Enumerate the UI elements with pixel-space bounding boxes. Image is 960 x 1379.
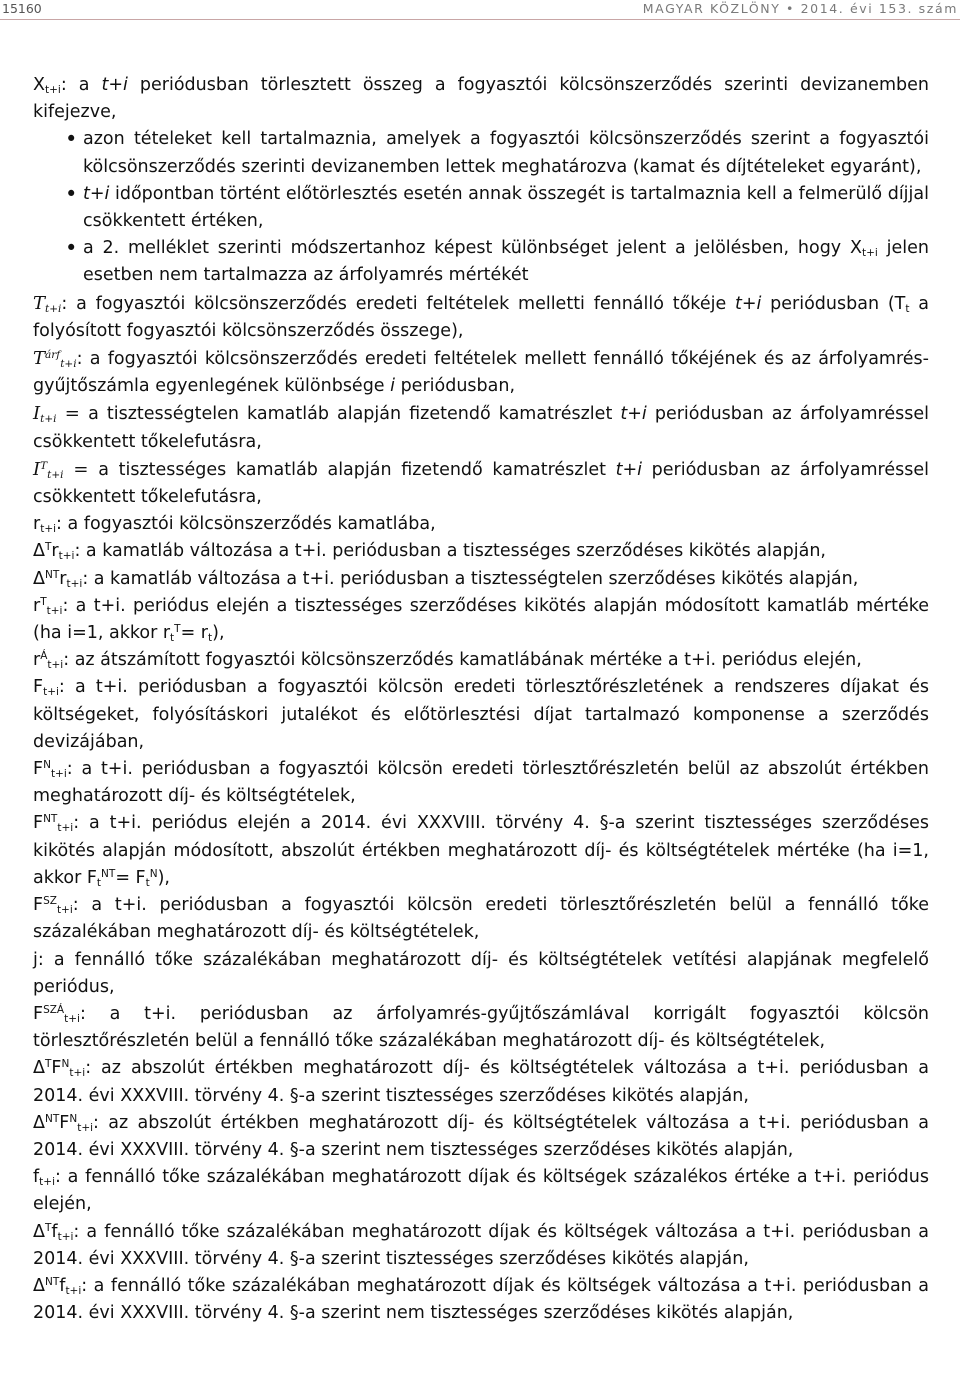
def-delta-T-f: $\Delta^Tf_{t+i}$: a fennálló tőke százalékában meghatározott díjak és költségek változása a t+i. periódusban a 2014. évi XXXVIII. törvény 4. §-a szerint tisztességes szerződéses kikötés alapján,	[33, 1221, 929, 1269]
def-I-T: $I^T_{t+i} = a$ tisztességes kamatláb alapján fizetendő kamatrészlet t+i periódusban az árfolyamréssel csökkentett tőkelefutásra,	[33, 458, 929, 508]
def-r: $r_{t+i}$: a fogyasztói kölcsönszerződés kamatlába,	[33, 514, 436, 536]
def-r-T: $r^T_{t+i}$: a t+i. periódus elején a tisztességes szerződéses kikötés alapján módosított kamatláb mértéke (ha i=1, akkor $r_t^T= r_t$),	[33, 595, 929, 645]
def-F-SZA: $F^{SZÁ}_{t+i}$: a t+i. periódusban az árfolyamrés-gyűjtőszámlával korrigált fogyasztói kölcsön törlesztőrészletén belül a fennálló tőke százalékában meghatározott díj- és költségtételek,	[33, 1003, 929, 1052]
list-item: • azon tételeket kell tartalmaznia, amelyek a fogyasztói kölcsönszerződés szerint a fogyasztói kölcsönszerződés szerinti devizanemben lettek meghatározva (kamat és díjtételeket egyaránt),	[83, 126, 929, 180]
list-item: • t+i időpontban történt előtörlesztés esetén annak összegét is tartalmaznia kell a felmerülő díjjal csökkentett értéken,	[83, 181, 929, 235]
document-body	[33, 72, 929, 1327]
def-delta-T-r: $\Delta^Tr_{t+i}$: a kamatláb változása a t+i. periódusban a tisztességes szerződéses kikötés alapján,	[33, 541, 826, 563]
def-r-A: $r^Á_{t+i}$: az átszámított fogyasztói kölcsönszerződés kamatlábának mértéke a t+i. periódus elején,	[33, 650, 862, 672]
def-j: j: a fennálló tőke százalékában meghatározott díj- és költségtételek vetítési alapjának megfelelő periódus,	[33, 949, 929, 997]
page-header	[0, 0, 960, 20]
def-F-SZ: $F^{SZ}_{t+i}$: a t+i. periódusban a fogyasztói kölcsön eredeti törlesztőrészletén belül a fennálló tőke százalékában meghatározott díj- és költségtételek,	[33, 895, 929, 943]
page-number: 15160	[2, 1, 42, 16]
def-I: $I_{t+i} = a$ tisztességtelen kamatláb alapján fizetendő kamatrészlet t+i periódusban az árfolyamréssel csökkentett tőkelefutásra,	[33, 403, 929, 452]
def-delta-NT-f: $\Delta^{NT}f_{t+i}$: a fennálló tőke százalékában meghatározott díjak és költségek változása a t+i. periódusban a 2014. évi XXXVIII. törvény 4. §-a szerint nem tisztességes szerződéses kikötés alapján,	[33, 1275, 929, 1324]
journal-title: MAGYAR KÖZLÖNY • 2014. évi 153. szám	[642, 1, 958, 16]
def-delta-NT-F-N: $\Delta^{NT}F^N_{t+i}$: az abszolút értékben meghatározott díj- és költségtételek változása a t+i. periódusban a 2014. évi XXXVIII. törvény 4. §-a szerint nem tisztességes szerződéses kikötés alapján,	[33, 1112, 929, 1160]
def-T-arf: $T^{árf}_{t+i}$: a fogyasztói kölcsönszerződés eredeti feltételek mellett fennálló tőkéjének és az árfolyamrés-gyűjtőszámla egyenlegének különbsége i periódusban,	[33, 348, 929, 397]
def-delta-NT-r: $\Delta^{NT}r_{t+i}$: a kamatláb változása a t+i. periódusban a tisztességtelen szerződéses kikötés alapján,	[33, 568, 859, 590]
def-F: $F_{t+i}$: a t+i. periódusban a fogyasztói kölcsön eredeti törlesztőrészletének a rendszeres díjakat és költségeket, folyósításkori jutalékot és előtörlesztési díjat tartalmazó komponense a szerződés devizájában,	[33, 677, 929, 752]
def-f: $f_{t+i}$: a fennálló tőke százalékában meghatározott díjak és költségek százalékos értéke a t+i. periódus elején,	[33, 1167, 929, 1215]
x-notes-list	[33, 126, 929, 289]
def-x: $X_{t+i}$: a t+i periódusban törlesztett összeg a fogyasztói kölcsönszerződés szerinti devizanemben kifejezve,	[33, 75, 930, 123]
def-T: $T_{t+i}$: a fogyasztói kölcsönszerződés eredeti feltételek melletti fennálló tőkéje t+i periódusban ($T_t$ a folyósított fogyasztói kölcsönszerződés összege),	[33, 292, 929, 341]
def-delta-T-F-N: $\Delta^TF^N_{t+i}$: az abszolút értékben meghatározott díj- és költségtételek változása a t+i. periódusban a 2014. évi XXXVIII. törvény 4. §-a szerint tisztességes szerződéses kikötés alapján,	[33, 1058, 929, 1106]
def-F-NT: $F^{NT}_{t+i}$: a t+i. periódus elején a 2014. évi XXXVIII. törvény 4. §-a szerint tisztességes szerződéses kikötés alapján módosított, abszolút értékben meghatározott díj- és költségtételek mértéke (ha i=1, akkor $F_t^{NT}= F_t^N$),	[33, 813, 929, 889]
header-rule	[0, 19, 960, 20]
list-item: • a 2. melléklet szerinti módszertanhoz képest különbséget jelent a jelölésben, hogy $X_{t+i}$ jelen esetben nem tartalmazza az árfolyamrés mértékét	[83, 235, 929, 289]
def-F-N: $F^N_{t+i}$: a t+i. periódusban a fogyasztói kölcsön eredeti törlesztőrészletén belül az abszolút értékben meghatározott díj- és költségtételek,	[33, 759, 929, 807]
